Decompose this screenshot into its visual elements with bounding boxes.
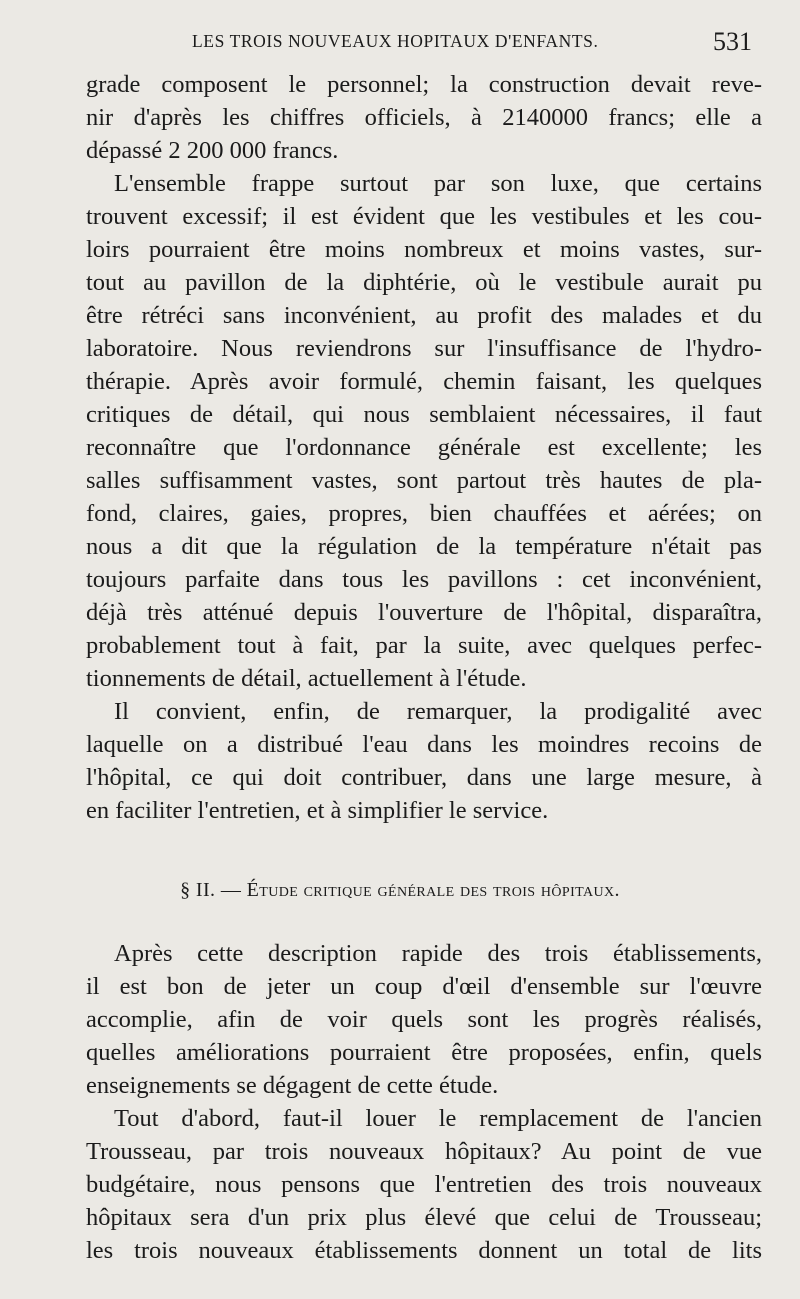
text-line: dépassé 2 200 000 francs. — [86, 137, 339, 164]
text-line: l'hôpital, ce qui doit contribuer, dans une large mesure, à — [86, 764, 762, 791]
text-line: déjà très atténué depuis l'ouverture de l'hôpital, disparaîtra, — [86, 599, 762, 626]
text-line: fond, claires, gaies, propres, bien chauffées et aérées; on — [86, 500, 762, 527]
paragraph — [86, 1102, 762, 1267]
section-heading — [0, 879, 800, 902]
text-line: hôpitaux sera d'un prix plus élevé que celui de Trousseau; — [86, 1204, 762, 1231]
text-line: toujours parfaite dans tous les pavillons : cet inconvénient, — [86, 566, 762, 593]
page-number: 531 — [713, 27, 752, 56]
section-title: Étude critique générale des trois hôpitaux. — [246, 879, 620, 901]
page-header — [0, 27, 800, 61]
text-line: salles suffisamment vastes, sont partout très hautes de pla- — [86, 467, 762, 494]
text-line: L'ensemble frappe surtout par son luxe, que certains — [114, 170, 762, 197]
text-line: loirs pourraient être moins nombreux et moins vastes, sur- — [86, 236, 762, 263]
running-title: LES TROIS NOUVEAUX HOPITAUX D'ENFANTS. — [192, 31, 599, 51]
text-line: Trousseau, par trois nouveaux hôpitaux? Au point de vue — [86, 1138, 762, 1165]
text-line: tout au pavillon de la diphtérie, où le vestibule aurait pu — [86, 269, 762, 296]
text-line: les trois nouveaux établissements donnent un total de lits — [86, 1237, 762, 1264]
text-line: trouvent excessif; il est évident que les vestibules et les cou- — [86, 203, 762, 230]
paragraph — [86, 68, 762, 167]
body-text-top — [86, 68, 762, 827]
text-line: laboratoire. Nous reviendrons sur l'insuffisance de l'hydro- — [86, 335, 762, 362]
text-line: grade composent le personnel; la construction devait reve- — [86, 71, 762, 98]
paragraph — [86, 695, 762, 827]
text-line: être rétréci sans inconvénient, au profit des malades et du — [86, 302, 762, 329]
text-line: probablement tout à fait, par la suite, avec quelques perfec- — [86, 632, 762, 659]
text-line: tionnements de détail, actuellement à l'étude. — [86, 665, 527, 692]
text-line: Il convient, enfin, de remarquer, la prodigalité avec — [114, 698, 762, 725]
text-line: Tout d'abord, faut-il louer le remplacement de l'ancien — [114, 1105, 762, 1132]
paragraph — [86, 937, 762, 1102]
text-line: critiques de détail, qui nous semblaient nécessaires, il faut — [86, 401, 762, 428]
paragraph — [86, 167, 762, 695]
text-line: laquelle on a distribué l'eau dans les moindres recoins de — [86, 731, 762, 758]
text-line: en faciliter l'entretien, et à simplifier le service. — [86, 797, 549, 824]
text-line: reconnaître que l'ordonnance générale est excellente; les — [86, 434, 762, 461]
text-line: thérapie. Après avoir formulé, chemin faisant, les quelques — [86, 368, 762, 395]
body-text-bottom — [86, 937, 762, 1267]
text-line: accomplie, afin de voir quels sont les progrès réalisés, — [86, 1006, 762, 1033]
text-line: Après cette description rapide des trois établissements, — [114, 940, 762, 967]
text-line: quelles améliorations pourraient être proposées, enfin, quels — [86, 1039, 762, 1066]
text-line: budgétaire, nous pensons que l'entretien des trois nouveaux — [86, 1171, 762, 1198]
text-line: il est bon de jeter un coup d'œil d'ensemble sur l'œuvre — [86, 973, 762, 1000]
section-number: § II. — — [180, 879, 247, 901]
text-line: nir d'après les chiffres officiels, à 2140000 francs; elle a — [86, 104, 762, 131]
text-line: nous a dit que la régulation de la température n'était pas — [86, 533, 762, 560]
text-line: enseignements se dégagent de cette étude. — [86, 1072, 499, 1099]
